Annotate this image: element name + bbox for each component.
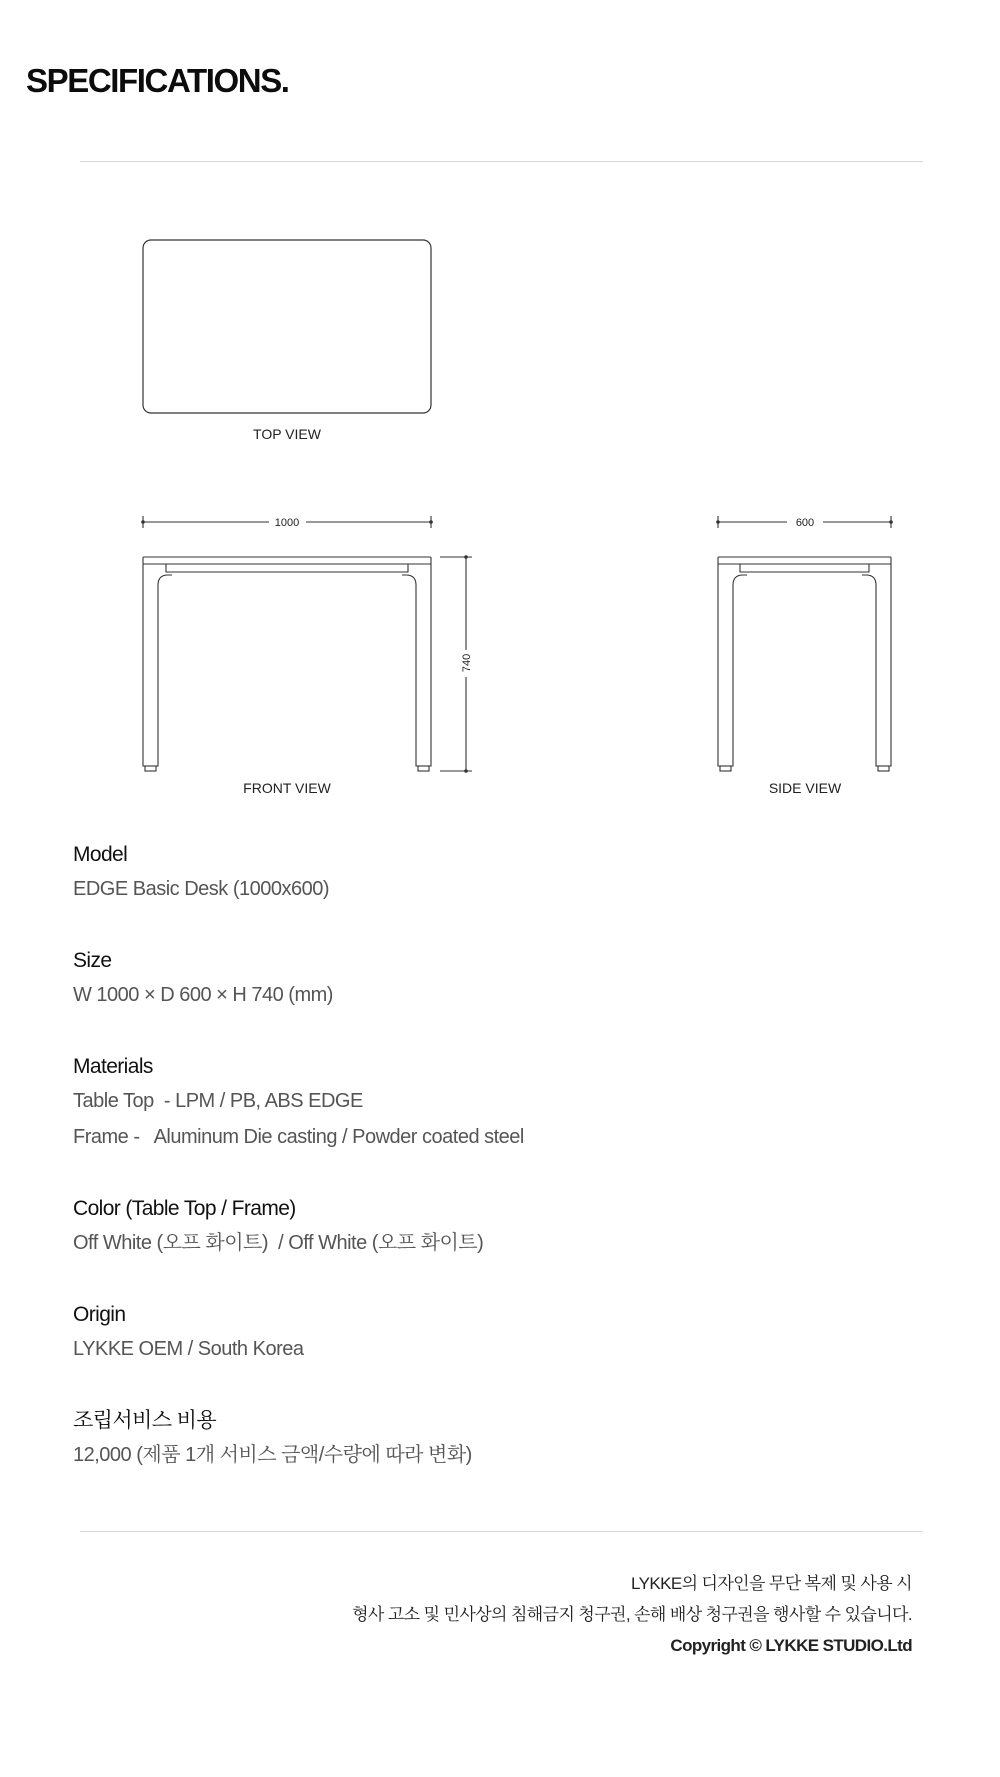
spec-heading: Model — [73, 843, 128, 866]
spec-assembly-cost — [73, 1404, 933, 1473]
spec-heading: 조립서비스 비용 — [73, 1409, 217, 1432]
side-view-label: SIDE VIEW — [768, 780, 842, 796]
top-view-label: TOP VIEW — [253, 426, 321, 442]
side-view — [718, 516, 891, 771]
spec-value: LYKKE OEM / South Korea — [73, 1338, 304, 1360]
spec-value: W 1000 × D 600 × H 740 (mm) — [73, 984, 333, 1006]
spec-materials — [73, 1050, 933, 1155]
spec-origin — [73, 1298, 933, 1367]
spec-value: Off White (오프 화이트) / Off White (오프 화이트) — [73, 1232, 484, 1254]
footer-line-2: 형사 고소 및 민사상의 침해금지 청구권, 손해 배상 청구권을 행사할 수 있습니다. — [352, 1605, 912, 1624]
side-depth-dim: 600 — [795, 517, 815, 529]
front-view-label: FRONT VIEW — [243, 780, 331, 796]
front-width-dim: 1000 — [274, 517, 300, 529]
spec-value: Table Top - LPM / PB, ABS EDGE — [73, 1090, 363, 1112]
footer-line-1: LYKKE의 디자인을 무단 복제 및 사용 시 — [631, 1574, 912, 1593]
spec-heading: Origin — [73, 1303, 126, 1326]
spec-heading: Materials — [73, 1055, 153, 1078]
footer-copyright: Copyright © LYKKE STUDIO.Ltd — [670, 1636, 912, 1655]
spec-value: Frame - Aluminum Die casting / Powder coated steel — [73, 1126, 524, 1148]
front-view — [143, 516, 472, 771]
spec-value: EDGE Basic Desk (1000x600) — [73, 878, 330, 900]
spec-list — [73, 838, 933, 1510]
spec-heading: Color (Table Top / Frame) — [73, 1197, 296, 1220]
spec-value: 12,000 (제품 1개 서비스 금액/수량에 따라 변화) — [73, 1444, 472, 1466]
copyright-notice — [352, 1568, 912, 1661]
bottom-divider — [80, 1531, 923, 1532]
page-title: SPECIFICATIONS. — [26, 62, 289, 99]
spec-size — [73, 944, 933, 1013]
spec-model — [73, 838, 933, 907]
top-view-outline — [143, 240, 431, 413]
spec-heading: Size — [73, 949, 112, 972]
spec-drawing — [0, 0, 1000, 820]
front-height-dim: 740 — [461, 653, 473, 673]
spec-color — [73, 1192, 933, 1261]
